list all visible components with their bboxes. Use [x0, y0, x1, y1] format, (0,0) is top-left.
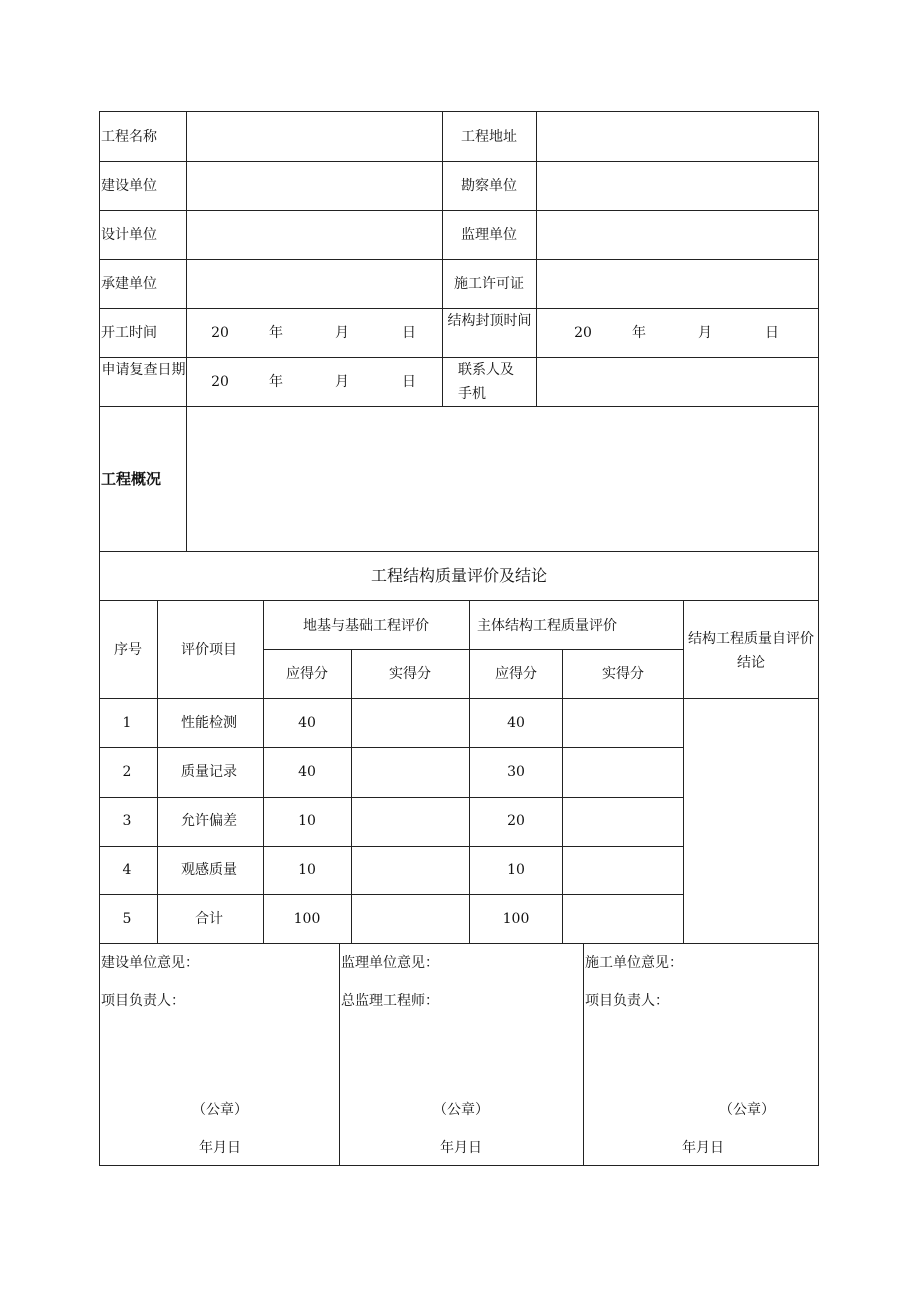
topping-time-label: 结构封顶时间: [447, 313, 532, 329]
builder-label: 建设单位: [101, 178, 157, 194]
date-month: 月: [335, 325, 349, 341]
header-main-structure: 主体结构工程质量评价: [477, 618, 617, 634]
supervision-label: 监理单位: [461, 227, 517, 243]
rule: [818, 111, 819, 1166]
opinion-contractor[interactable]: [584, 944, 818, 1165]
rule: [442, 111, 443, 406]
contractor-field[interactable]: [187, 260, 442, 308]
start-time-field[interactable]: [187, 309, 442, 357]
row-item: 质量记录: [181, 764, 237, 780]
survey-label: 勘察单位: [461, 178, 517, 194]
permit-field[interactable]: [537, 260, 818, 308]
overview-field[interactable]: [187, 407, 818, 551]
opinion-builder[interactable]: [100, 944, 339, 1165]
date-year-prefix: 20: [211, 325, 229, 341]
row-foundation-actual[interactable]: [352, 699, 469, 747]
builder-field[interactable]: [187, 162, 442, 210]
row-main-actual[interactable]: [563, 798, 683, 846]
rule: [263, 600, 264, 943]
row-foundation-expected: 40: [298, 715, 316, 731]
opinion-seal: （公章）: [192, 1102, 248, 1118]
date-day: 日: [402, 325, 416, 341]
row-foundation-actual[interactable]: [352, 748, 469, 797]
row-seq: 3: [122, 813, 132, 829]
row-seq: 5: [122, 911, 132, 927]
row-foundation-actual[interactable]: [352, 847, 469, 894]
row-main-actual[interactable]: [563, 748, 683, 797]
header-foundation-actual: 实得分: [389, 666, 431, 682]
project-address-field[interactable]: [537, 112, 818, 161]
row-seq: 1: [122, 715, 132, 731]
project-name-field[interactable]: [187, 112, 442, 161]
opinion-title: 建设单位意见：: [101, 955, 199, 971]
contractor-label: 承建单位: [101, 276, 157, 292]
contact-label: 联系人及手机: [458, 362, 514, 402]
row-item: 合计: [195, 911, 223, 927]
header-main-expected: 应得分: [495, 666, 537, 682]
rule: [99, 1165, 819, 1166]
row-main-expected: 100: [502, 911, 530, 927]
rule: [157, 600, 158, 943]
row-foundation-expected: 10: [298, 813, 316, 829]
opinion-date: 年月日: [682, 1140, 724, 1156]
date-day: 日: [765, 325, 779, 341]
date-year: 年: [269, 325, 283, 341]
project-name-label: 工程名称: [101, 129, 157, 145]
rule: [99, 551, 819, 552]
header-seq: 序号: [114, 642, 142, 658]
permit-label: 施工许可证: [454, 276, 524, 292]
header-main-actual: 实得分: [602, 666, 644, 682]
row-foundation-actual[interactable]: [352, 895, 469, 943]
opinion-person: 总监理工程师：: [341, 993, 439, 1009]
date-year: 年: [632, 325, 646, 341]
row-main-actual[interactable]: [563, 895, 683, 943]
opinion-supervision[interactable]: [340, 944, 583, 1165]
opinion-seal: （公章）: [433, 1102, 489, 1118]
start-time-label: 开工时间: [101, 325, 157, 341]
opinion-person: 项目负责人：: [101, 993, 185, 1009]
date-year-prefix: 20: [574, 325, 592, 341]
rule: [263, 649, 683, 650]
row-item: 观感质量: [181, 862, 237, 878]
row-foundation-expected: 100: [293, 911, 321, 927]
row-main-actual[interactable]: [563, 847, 683, 894]
rule: [99, 600, 819, 601]
row-main-expected: 30: [507, 764, 525, 780]
date-year-prefix: 20: [211, 374, 229, 390]
evaluation-title: 工程结构质量评价及结论: [370, 566, 548, 585]
row-foundation-actual[interactable]: [352, 798, 469, 846]
row-item: 性能检测: [181, 715, 237, 731]
header-item: 评价项目: [181, 642, 237, 658]
row-item: 允许偏差: [181, 813, 237, 829]
header-conclusion: 结构工程质量自评价结论: [688, 631, 814, 671]
date-month: 月: [698, 325, 712, 341]
supervision-field[interactable]: [537, 211, 818, 259]
row-seq: 2: [122, 764, 132, 780]
header-foundation-expected: 应得分: [286, 666, 328, 682]
survey-field[interactable]: [537, 162, 818, 210]
row-main-actual[interactable]: [563, 699, 683, 747]
rule: [469, 600, 470, 943]
design-label: 设计单位: [101, 227, 157, 243]
opinion-title: 监理单位意见：: [341, 955, 439, 971]
row-foundation-expected: 10: [298, 862, 316, 878]
row-foundation-expected: 40: [298, 764, 316, 780]
row-main-expected: 10: [507, 862, 525, 878]
row-main-expected: 20: [507, 813, 525, 829]
design-field[interactable]: [187, 211, 442, 259]
topping-time-field[interactable]: [537, 309, 818, 357]
opinion-title: 施工单位意见：: [585, 955, 683, 971]
opinion-person: 项目负责人：: [585, 993, 669, 1009]
opinion-date: 年月日: [199, 1140, 241, 1156]
date-day: 日: [402, 374, 416, 390]
project-address-label: 工程地址: [461, 129, 517, 145]
date-year: 年: [269, 374, 283, 390]
date-month: 月: [335, 374, 349, 390]
row-seq: 4: [122, 862, 132, 878]
review-date-label: 申请复查日期: [101, 362, 186, 378]
conclusion-field[interactable]: [684, 699, 818, 943]
opinion-date: 年月日: [440, 1140, 482, 1156]
header-foundation: 地基与基础工程评价: [303, 618, 429, 634]
review-date-field[interactable]: [187, 358, 442, 406]
contact-field[interactable]: [537, 358, 818, 406]
overview-label: 工程概况: [101, 470, 162, 488]
row-main-expected: 40: [507, 715, 525, 731]
opinion-seal: （公章）: [719, 1102, 775, 1118]
